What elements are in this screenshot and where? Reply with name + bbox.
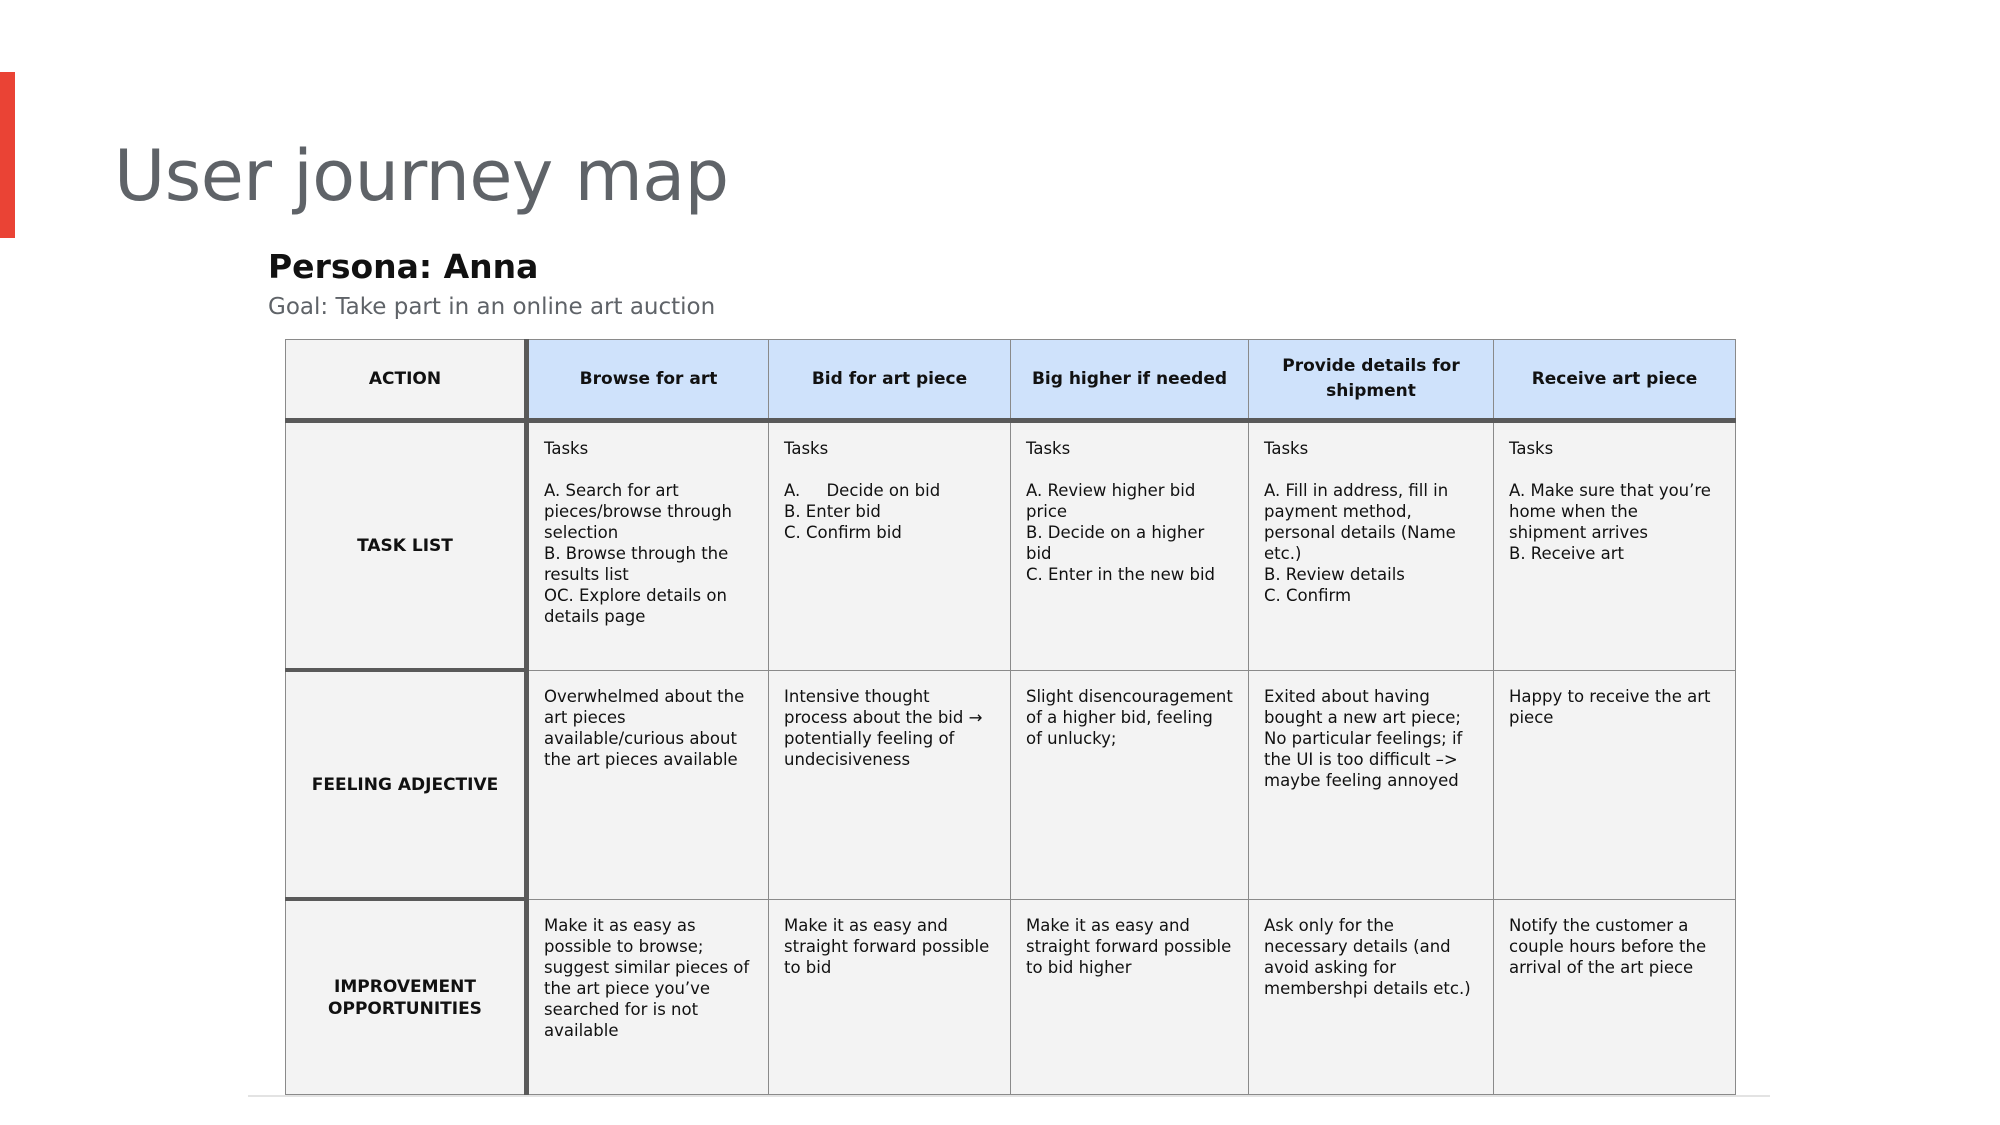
feeling-cell bbox=[769, 670, 1011, 899]
improvement-cell bbox=[1011, 899, 1249, 1095]
task-item: A. Search for art pieces/browse through selection bbox=[544, 481, 732, 542]
improvement-text: Make it as easy and straight forward possible to bid higher bbox=[1026, 915, 1232, 977]
feeling-cell bbox=[1249, 670, 1494, 899]
task-item: A. Decide on bid bbox=[784, 481, 941, 500]
journey-map-table bbox=[285, 339, 1736, 1095]
tasks-heading: Tasks bbox=[544, 439, 589, 458]
column-header: Receive art piece bbox=[1494, 340, 1736, 421]
feeling-cell bbox=[1011, 670, 1249, 899]
tasks-heading: Tasks bbox=[1264, 439, 1309, 458]
task-item: OC. Explore details on details page bbox=[544, 586, 727, 626]
accent-bar bbox=[0, 72, 15, 238]
persona-heading: Persona: Anna bbox=[268, 247, 539, 286]
feeling-text: Slight disencouragement of a higher bid, feeling of unlucky; bbox=[1026, 686, 1233, 748]
tasks-heading: Tasks bbox=[784, 439, 829, 458]
bottom-rule bbox=[248, 1095, 1770, 1097]
task-cell bbox=[769, 421, 1011, 671]
task-item: A. Make sure that you’re home when the shipment arrives bbox=[1509, 481, 1711, 542]
task-item: A. Fill in address, fill in payment method, personal details (Name etc.) bbox=[1264, 481, 1456, 563]
improvement-cell bbox=[527, 899, 769, 1095]
task-item: A. Review higher bid price bbox=[1026, 481, 1196, 521]
task-item: B. Receive art bbox=[1509, 544, 1625, 563]
feeling-text: Intensive thought process about the bid → potentially feeling of undecisiveness bbox=[784, 686, 983, 769]
improvement-text: Ask only for the necessary details (and avoid asking for membershpi details etc.) bbox=[1264, 915, 1471, 998]
task-item: B. Decide on a higher bid bbox=[1026, 523, 1205, 563]
task-item: C. Confirm bbox=[1264, 586, 1352, 605]
feeling-text: Overwhelmed about the art pieces available/curious about the art pieces available bbox=[544, 686, 745, 769]
slide-title: User journey map bbox=[114, 135, 729, 217]
task-cell bbox=[527, 421, 769, 671]
feeling-cell bbox=[527, 670, 769, 899]
feeling-text: Exited about having bought a new art piece; No particular feelings; if the UI is too difficult –> maybe feeling annoyed bbox=[1264, 686, 1463, 790]
task-list-row bbox=[286, 421, 1736, 671]
improvement-text: Make it as easy and straight forward possible to bid bbox=[784, 915, 990, 977]
corner-label: ACTION bbox=[286, 340, 527, 421]
task-cell bbox=[1494, 421, 1736, 671]
tasks-heading: Tasks bbox=[1509, 439, 1554, 458]
header-row bbox=[286, 340, 1736, 421]
task-item: B. Review details bbox=[1264, 565, 1405, 584]
task-item: B. Browse through the results list bbox=[544, 544, 729, 584]
task-item: B. Enter bid bbox=[784, 502, 881, 521]
row-label-improvement-opportunities: IMPROVEMENT OPPORTUNITIES bbox=[286, 899, 527, 1095]
column-header: Browse for art bbox=[527, 340, 769, 421]
improvement-text: Make it as easy as possible to browse; suggest similar pieces of the art piece you’ve searched for is not available bbox=[544, 915, 750, 1040]
column-header: Provide details for shipment bbox=[1249, 340, 1494, 421]
feeling-text: Happy to receive the art piece bbox=[1509, 686, 1711, 727]
tasks-heading: Tasks bbox=[1026, 439, 1071, 458]
row-label-task-list: TASK LIST bbox=[286, 421, 527, 671]
goal-text: Goal: Take part in an online art auction bbox=[268, 294, 716, 320]
column-header: Big higher if needed bbox=[1011, 340, 1249, 421]
improvement-opportunities-row bbox=[286, 899, 1736, 1095]
task-item: C. Enter in the new bid bbox=[1026, 565, 1216, 584]
task-item: C. Confirm bid bbox=[784, 523, 902, 542]
improvement-cell bbox=[769, 899, 1011, 1095]
improvement-cell bbox=[1494, 899, 1736, 1095]
feeling-cell bbox=[1494, 670, 1736, 899]
feeling-adjective-row bbox=[286, 670, 1736, 899]
column-header: Bid for art piece bbox=[769, 340, 1011, 421]
task-cell bbox=[1011, 421, 1249, 671]
task-cell bbox=[1249, 421, 1494, 671]
improvement-text: Notify the customer a couple hours before the arrival of the art piece bbox=[1509, 915, 1707, 977]
row-label-feeling-adjective: FEELING ADJECTIVE bbox=[286, 670, 527, 899]
improvement-cell bbox=[1249, 899, 1494, 1095]
